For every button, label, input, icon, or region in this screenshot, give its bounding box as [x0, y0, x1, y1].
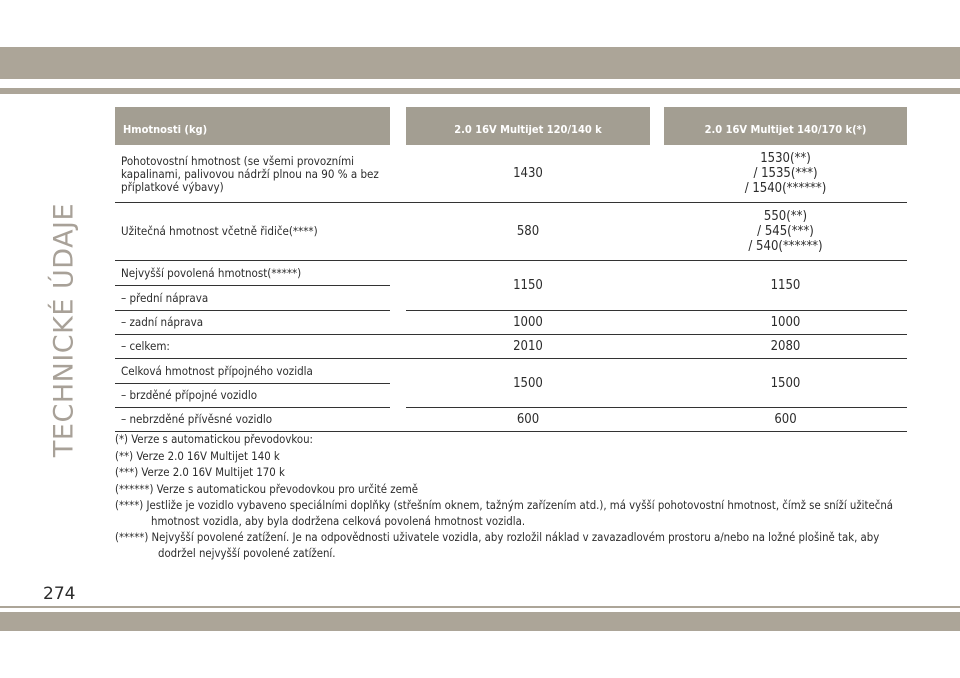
page-number: 274	[43, 584, 76, 604]
table-row	[115, 311, 907, 335]
row-value-2: 1000	[664, 311, 907, 335]
row-value-1: 1150	[406, 261, 650, 311]
row-label: – zadní náprava	[115, 311, 390, 335]
footnote: (******) Verze s automatickou převodovkou pro určité země	[115, 482, 418, 496]
row-label: Nejvyšší povolená hmotnost(*****)	[115, 261, 390, 286]
row-value-2: 2080	[664, 335, 907, 359]
section-title: TECHNICKÉ ÚDAJE	[48, 202, 80, 458]
row-label: – brzděné přípojné vozidlo	[115, 384, 390, 408]
table-row	[115, 359, 907, 384]
bottom-decor-band	[0, 612, 960, 631]
row-value-1: 600	[406, 408, 650, 432]
row-label: Pohotovostní hmotnost (se všemi provozními kapalinami, palivovou nádrží plnou na 90 % a bez příplatkové výbavy)	[115, 145, 390, 203]
row-label: Celková hmotnost přípojného vozidla	[115, 359, 390, 384]
row-label: Užitečná hmotnost včetně řidiče(****)	[115, 203, 390, 261]
table-row	[115, 261, 907, 286]
row-value-2: 1500	[664, 359, 907, 408]
row-value-1: 1500	[406, 359, 650, 408]
row-label: – přední náprava	[115, 286, 390, 311]
table-row	[115, 203, 907, 261]
footnote: (**) Verze 2.0 16V Multijet 140 k	[115, 449, 280, 463]
row-value-1: 1000	[406, 311, 650, 335]
row-label: – nebrzděné přívěsné vozidlo	[115, 408, 390, 432]
footnote: (*****) Nejvyšší povolené zatížení. Je na odpovědnosti uživatele vozidla, aby rozložil náklad v zavazadlovém prostoru a/nebo na ložné plošině tak, aby dodržel nejvyšší povolené zatížení.	[115, 531, 880, 560]
top-decor-band	[0, 47, 960, 79]
row-value-2: 1150	[664, 261, 907, 311]
row-label: – celkem:	[115, 335, 390, 359]
row-value-2: 1530(**) / 1535(***) / 1540(******)	[664, 145, 907, 203]
footnote: (*) Verze s automatickou převodovkou:	[115, 433, 313, 446]
footnote: (***) Verze 2.0 16V Multijet 170 k	[115, 466, 285, 479]
row-value-1: 2010	[406, 335, 650, 359]
row-value-1: 580	[406, 203, 650, 261]
header-engine-140-170: 2.0 16V Multijet 140/170 k(*)	[664, 107, 907, 145]
weights-table	[115, 107, 907, 432]
header-engine-120-140: 2.0 16V Multijet 120/140 k	[406, 107, 650, 145]
top-decor-line	[0, 88, 960, 94]
row-value-2: 600	[664, 408, 907, 432]
table-row	[115, 335, 907, 359]
table-row	[115, 408, 907, 432]
bottom-decor-line	[0, 606, 960, 608]
row-value-2: 550(**) / 545(***) / 540(******)	[664, 203, 907, 261]
footnote: (****) Jestliže je vozidlo vybaveno speciálními doplňky (střešním oknem, tažným zařízením atd.), má vyšší pohotovostní hmotnost, čímž se sníží užitečná hmotnost vozidla, aby byla dodržena celková povolená hmotnost vozidla.	[115, 499, 893, 528]
table-row	[115, 145, 907, 203]
row-value-1: 1430	[406, 145, 650, 203]
footnotes	[115, 432, 915, 562]
header-weights: Hmotnosti (kg)	[115, 107, 390, 145]
